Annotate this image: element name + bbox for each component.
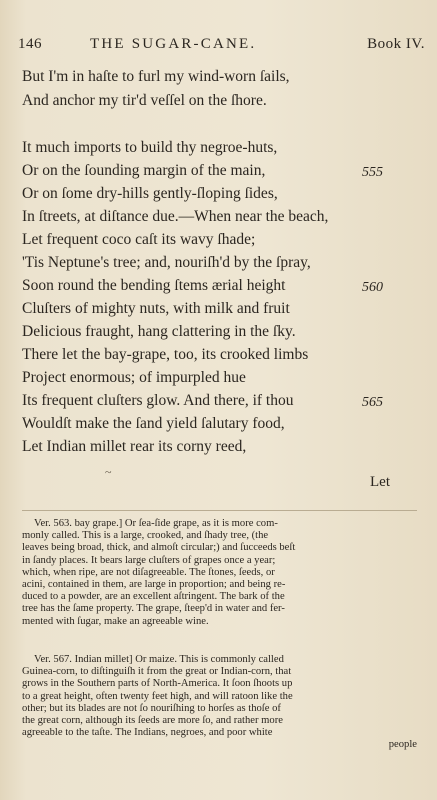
verse-line: Project enormous; of impurpled hue [22, 369, 246, 386]
verse-line: Let frequent coco caſt its wavy ſhade; [22, 231, 256, 248]
verse-line: Let Indian millet rear its corny reed, [22, 438, 247, 455]
running-title: THE SUGAR-CANE. [90, 36, 257, 52]
verse-line: Cluſters of mighty nuts, with milk and fruit [22, 300, 290, 317]
footnote-line: Ver. 567. Indian millet] Or maize. This is commonly called [34, 654, 284, 665]
footnote-line: agreeable to the taſte. The Indians, negroes, and poor white [22, 727, 273, 739]
line-number: 555 [362, 165, 383, 180]
verse-line: Or on the ſounding margin of the main, [22, 162, 266, 179]
verse-line: Delicious fraught, hang clattering in the ſky. [22, 323, 296, 340]
footnote-line: Guinea-corn, to diſtinguiſh it from the great or Indian-corn, that [22, 666, 292, 678]
footnote-catchword: people [388, 739, 417, 751]
verse-line: Its frequent cluſters glow. And there, if thou [22, 392, 294, 409]
line-number: 565 [362, 395, 383, 410]
footnote-line: acini, contained in them, are large in proportion; and being re- [22, 579, 286, 591]
line-number: 560 [362, 280, 383, 295]
footnote-line: mented with ſugar, make an agreeable wine. [22, 615, 209, 627]
footnote-line: in ſandy places. It bears large cluſters of grapes once a year; [22, 554, 276, 566]
verse-line: 'Tis Neptune's tree; and, nouriſh'd by the ſpray, [22, 254, 311, 271]
footnote-ver-563 [22, 518, 417, 628]
footnote-line: leaves being broad, thick, and almoſt circular;) and ſucceeds beſt [22, 542, 296, 554]
ink-mark: ~ [105, 465, 112, 479]
catchword: Let [370, 474, 390, 490]
footnote-ver-567 [22, 654, 417, 752]
footnote-line: grows in the Southern parts of North-America. It ſoon ſhoots up [22, 678, 293, 690]
verse-line: Wouldſt make the ſand yield ſalutary food, [22, 415, 285, 432]
footnote-line: the great corn, although its ſeeds are more ſo, and rather more [22, 715, 283, 727]
verse-line: It much imports to build thy negroe-huts, [22, 139, 278, 156]
verse-line: Soon round the bending ſtems ærial height [22, 277, 286, 294]
verse-line: Or on ſome dry-hills gently-ſloping ſides, [22, 185, 278, 202]
footnote-divider [22, 510, 417, 511]
footnote-line: tree has the ſame property. The grape, ſteep'd in water and fer- [22, 603, 285, 615]
verse-line: There let the bay-grape, too, its crooked limbs [22, 346, 309, 363]
footnote-line: which, when ripe, are not diſagreeable. The ſtones, ſeeds, or [22, 566, 275, 578]
page-number: 146 [18, 36, 42, 52]
footnote-line: other; but its blades are not ſo nouriſhing to horſes as thoſe of [22, 702, 281, 714]
verse-line: But I'm in haſte to furl my wind-worn ſails, [22, 68, 290, 85]
running-header [18, 36, 425, 56]
footnote-line: Ver. 563. bay grape.] Or ſea-ſide grape, as it is more com- [34, 518, 278, 529]
book-label: Book IV. [367, 36, 425, 52]
verse-line: And anchor my tir'd veſſel on the ſhore. [22, 92, 267, 109]
footnote-line: to a great height, often twenty feet high, and will ratoon like the [22, 690, 293, 702]
footnote-line: monly called. This is a large, crooked, and ſhady tree, (the [22, 530, 269, 542]
footnote-line: duced to a powder, are an excellent aſtringent. The bark of the [22, 591, 285, 603]
verse-line: In ſtreets, at diſtance due.—When near the beach, [22, 208, 329, 225]
